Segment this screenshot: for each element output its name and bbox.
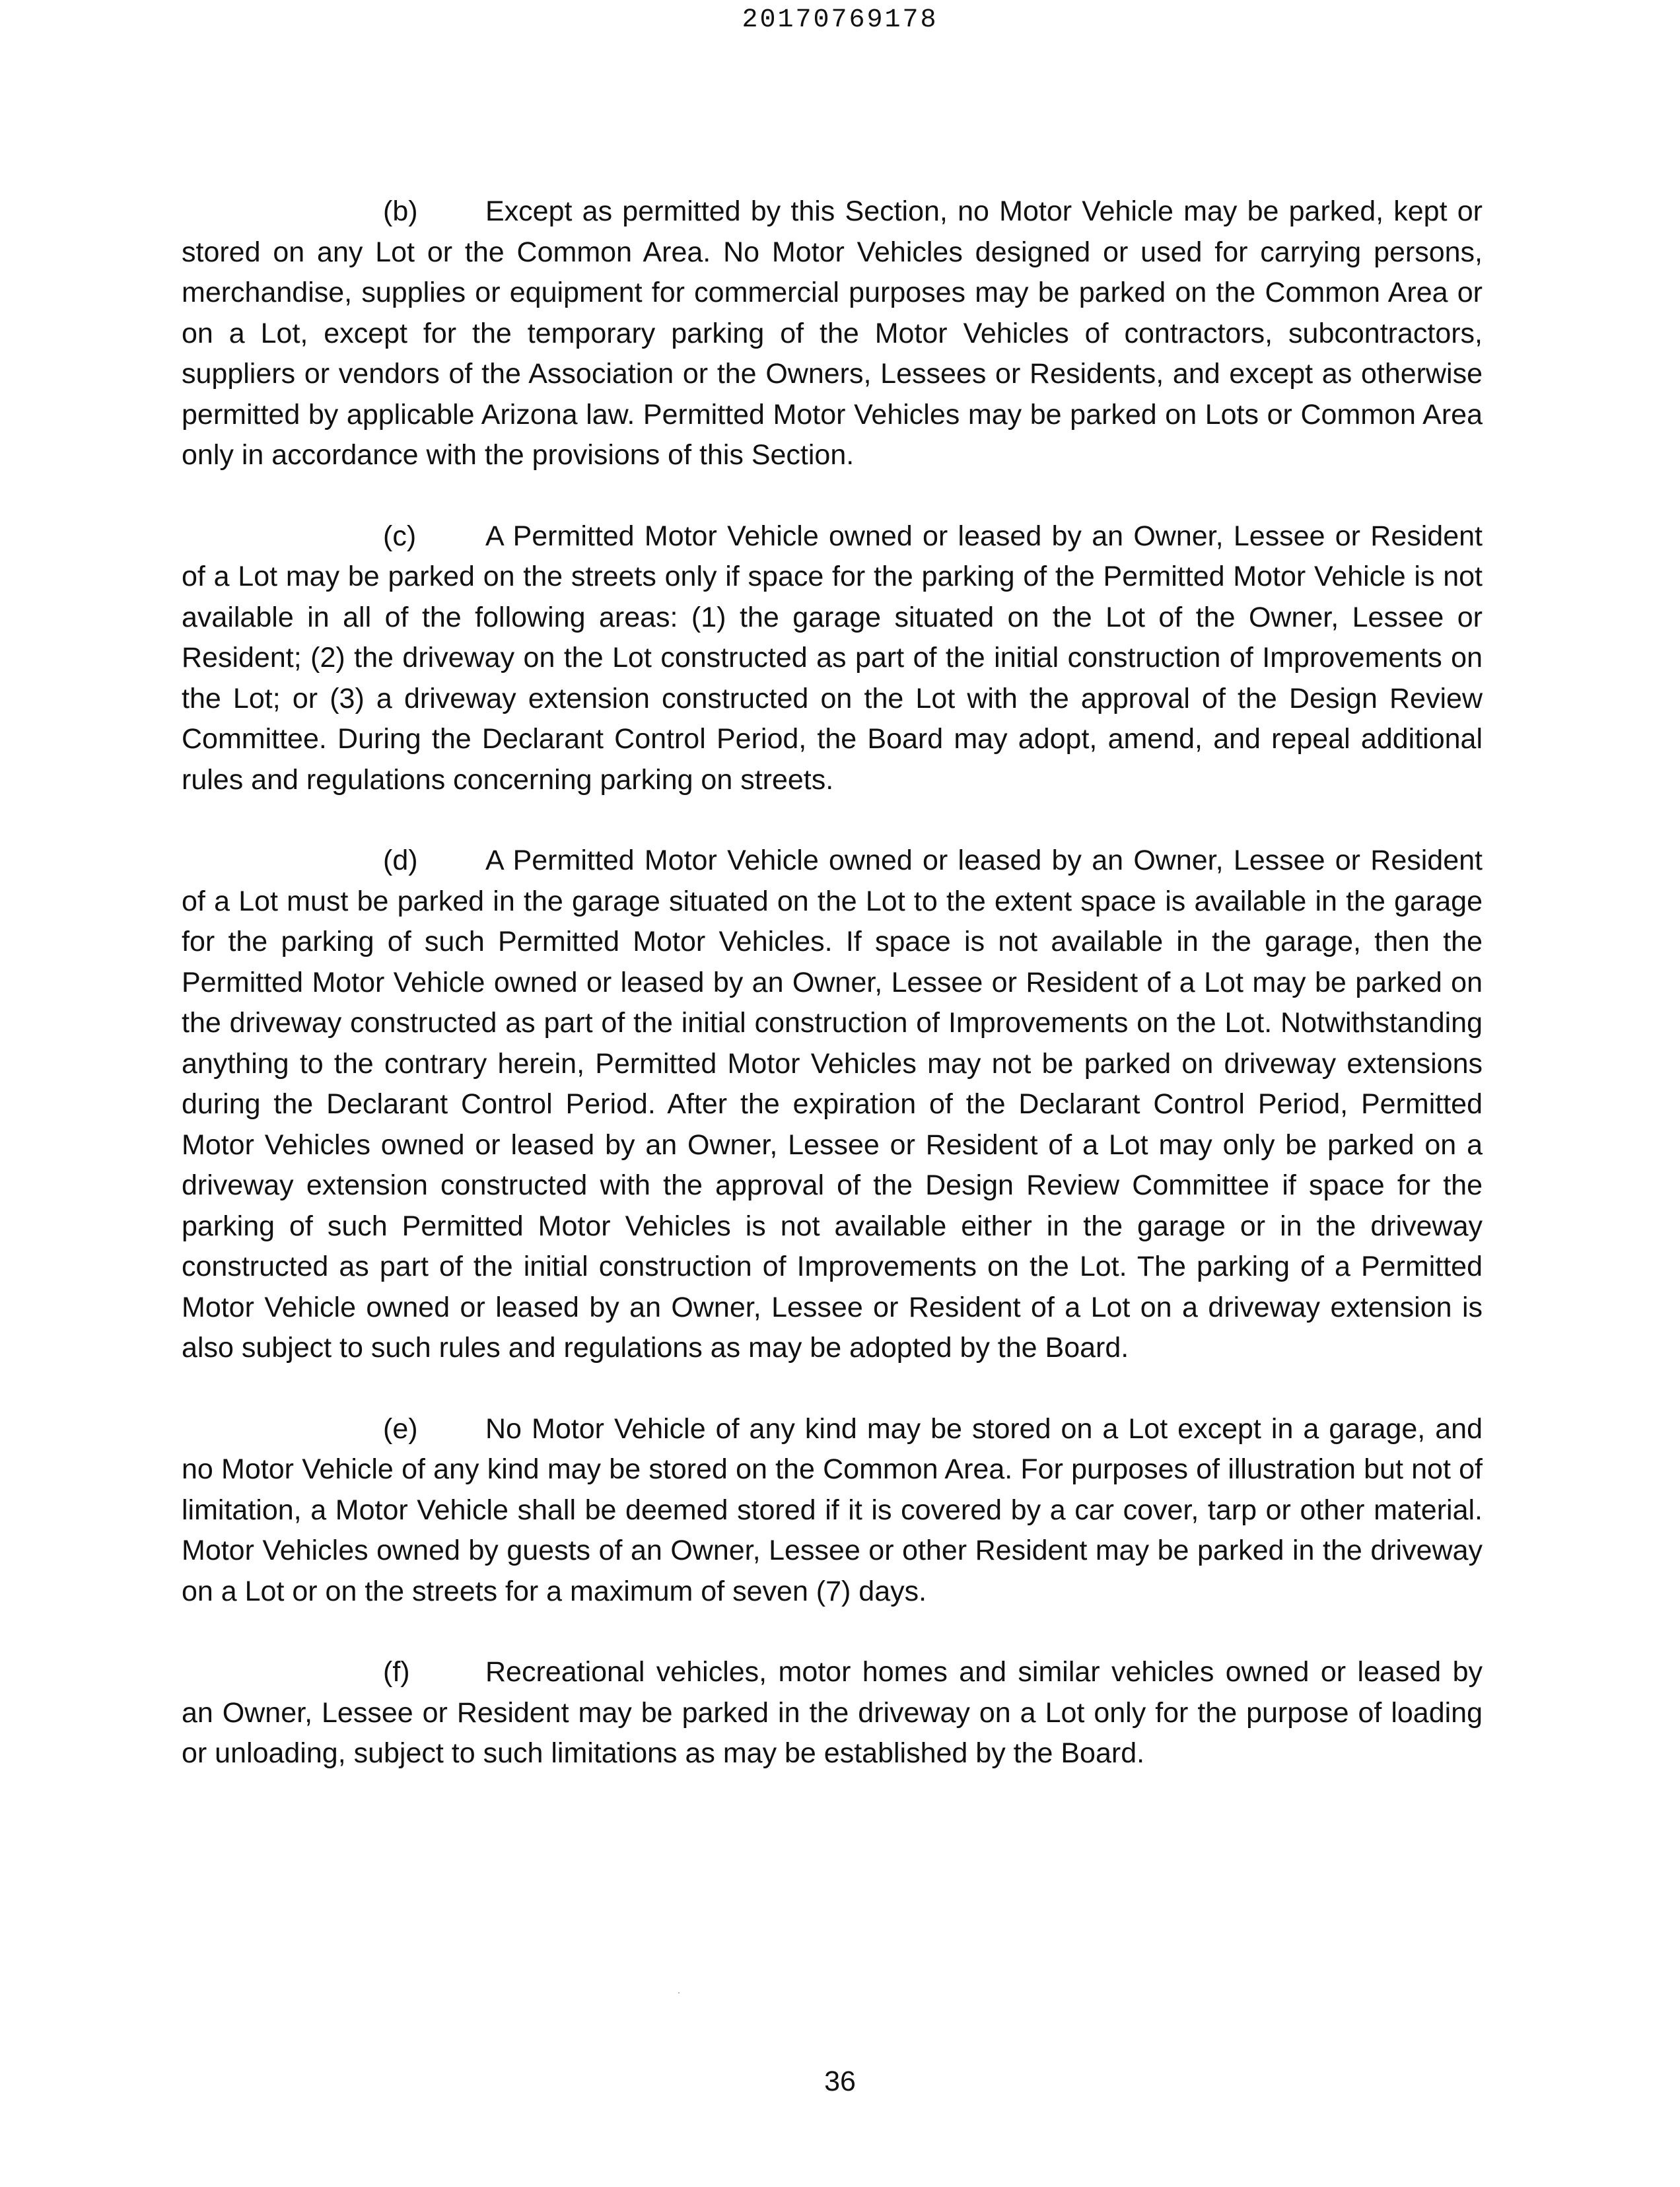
paragraph-text: A Permitted Motor Vehicle owned or leased by an Owner, Lessee or Resident of a Lot must be parked in the garage situated on the Lot to the extent space is available in the garage for the parking of such Permitted Motor Vehicles. If space is not available in the garage, then the Permitted Motor Vehicle owned or leased by an Owner, Lessee or Resident of a Lot may be parked on the driveway constructed as part of the initial construction of Improvements on the Lot. Notwithstanding anything to the contrary herein, Permitted Motor Vehicles may not be parked on driveway extensions during the Declarant Control Period. After the expiration of the Declarant Control Period, Permitted Motor Vehicles owned or leased by an Owner, Lessee or Resident of a Lot may only be parked on a driveway extension constructed with the approval of the Design Review Committee if space for the parking of such Permitted Motor Vehicles is not available either in the garage or in the driveway constructed as part of the initial construction of Improvements on the Lot. The parking of a Permitted Motor Vehicle owned or leased by an Owner, Lessee or Resident of a Lot on a driveway extension is also subject to such rules and regulations as may be adopted by the Board. xyxy=(182,845,1483,1364)
paragraph-text: No Motor Vehicle of any kind may be stored on a Lot except in a garage, and no Motor Vehicle of any kind may be stored on the Common Area. For purposes of illustration but not of limitation, a Motor Vehicle shall be deemed stored if it is covered by a car cover, tarp or other material. Motor Vehicles owned by guests of an Owner, Lessee or other Resident may be parked in the driveway on a Lot or on the streets for a maximum of seven (7) days. xyxy=(182,1412,1483,1607)
paragraph-label: (c) xyxy=(383,520,417,552)
paragraph-text: A Permitted Motor Vehicle owned or leased by an Owner, Lessee or Resident of a Lot may be parked on the streets only if space for the parking of the Permitted Motor Vehicle is not available in all of the following areas: (1) the garage situated on the Lot of the Owner, Lessee or Resident; (2) the driveway on the Lot constructed as part of the initial construction of Improvements on the Lot; or (3) a driveway extension constructed on the Lot with the approval of the Design Review Committee. During the Declarant Control Period, the Board may adopt, amend, and repeal additional rules and regulations concerning parking on streets. xyxy=(182,520,1483,796)
paragraph-b xyxy=(182,191,1483,476)
paragraph-text: Except as permitted by this Section, no Motor Vehicle may be parked, kept or stored on any Lot or the Common Area. No Motor Vehicles designed or used for carrying persons, merchandise, supplies or equipment for commercial purposes may be parked on the Common Area or on a Lot, except for the temporary parking of the Motor Vehicles of contractors, subcontractors, suppliers or vendors of the Association or the Owners, Lessees or Residents, and except as otherwise permitted by applicable Arizona law. Permitted Motor Vehicles may be parked on Lots or Common Area only in accordance with the provisions of this Section. xyxy=(182,195,1483,471)
paragraph-label: (f) xyxy=(383,1656,410,1688)
recording-number: 20170769178 xyxy=(742,5,938,35)
page-number: 36 xyxy=(824,2066,856,2097)
paragraph-e xyxy=(182,1409,1483,1613)
paragraph-text: Recreational vehicles, motor homes and similar vehicles owned or leased by an Owner, Lessee or Resident may be parked in the driveway on a Lot only for the purpose of loading or unloading, subject to such limitations as may be established by the Board. xyxy=(182,1656,1483,1769)
paragraph-c xyxy=(182,516,1483,801)
paragraph-label: (e) xyxy=(383,1412,418,1445)
paragraph-label: (d) xyxy=(383,845,418,876)
paragraph-d xyxy=(182,841,1483,1369)
paragraph-label: (b) xyxy=(383,195,418,227)
paragraph-f xyxy=(182,1652,1483,1774)
scan-speck xyxy=(678,1992,680,1994)
document-body xyxy=(182,191,1483,1815)
